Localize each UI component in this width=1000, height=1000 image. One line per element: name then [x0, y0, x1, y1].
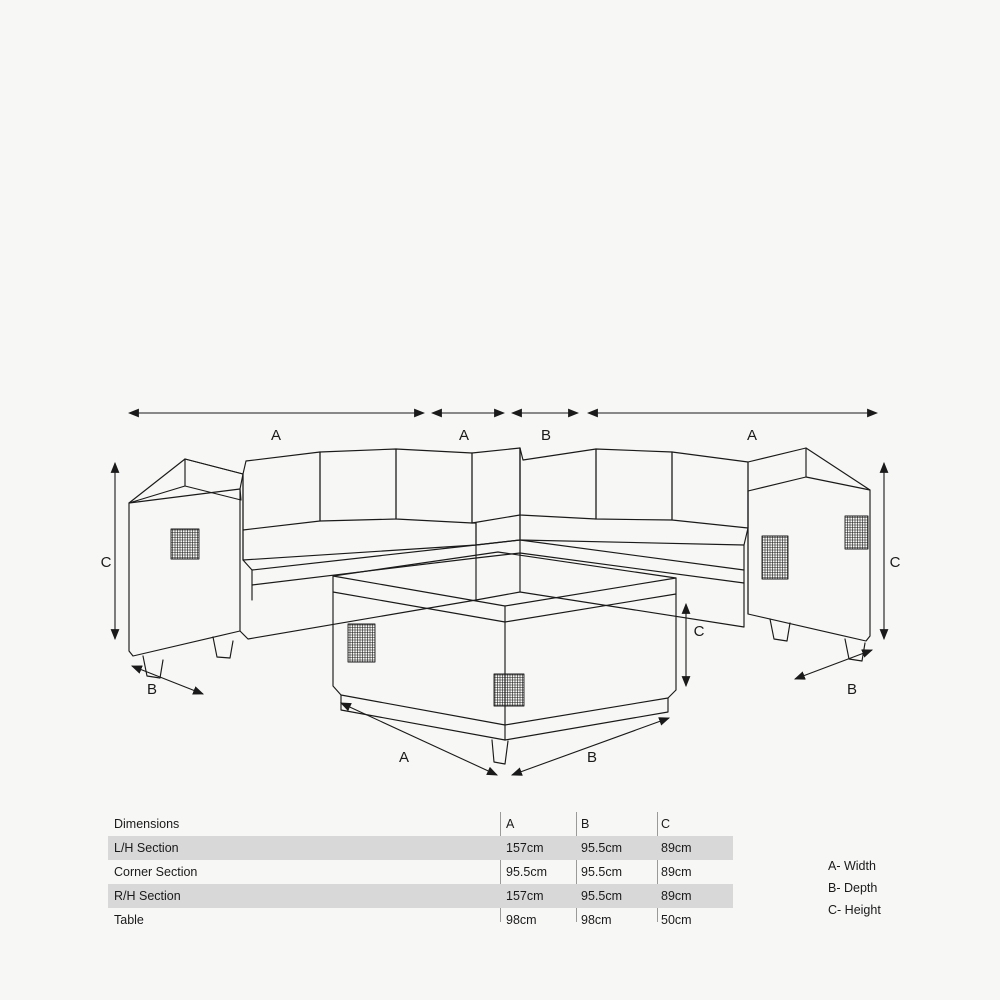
- row-value-a: 95.5cm: [506, 865, 547, 879]
- legend-item-width: A- Width: [828, 859, 876, 873]
- row-value-b: 98cm: [581, 913, 612, 927]
- row-value-c: 89cm: [661, 865, 692, 879]
- dim-label-top-a-corner: A: [458, 427, 470, 444]
- legend-item-depth: B- Depth: [828, 881, 878, 895]
- header-c: C: [661, 817, 671, 831]
- dim-label-top-a-left: A: [270, 427, 282, 444]
- row-name: Table: [114, 913, 144, 927]
- dim-label-left-depth: B: [146, 681, 158, 698]
- row-name: Corner Section: [114, 865, 198, 879]
- table-header-row: [108, 812, 733, 836]
- table-row: [108, 860, 733, 884]
- table-row: [108, 884, 733, 908]
- legend-item-height: C- Height: [828, 903, 881, 917]
- dim-label-left-height: C: [100, 554, 112, 571]
- table-row: [108, 908, 733, 932]
- dim-label-right-height: C: [889, 554, 901, 571]
- header-dimensions: Dimensions: [114, 817, 180, 831]
- dim-label-top-b: B: [540, 427, 552, 444]
- header-b: B: [581, 817, 590, 831]
- dim-label-top-a-right: A: [746, 427, 758, 444]
- row-value-a: 98cm: [506, 913, 537, 927]
- row-value-c: 50cm: [661, 913, 692, 927]
- dim-label-table-depth: B: [586, 749, 598, 766]
- dim-label-table-width: A: [398, 749, 410, 766]
- dimensions-table: [108, 812, 733, 932]
- row-name: L/H Section: [108, 836, 500, 860]
- row-value-b: 95.5cm: [575, 836, 655, 860]
- row-value-c: 89cm: [655, 836, 733, 860]
- row-value-a: 157cm: [500, 836, 575, 860]
- row-value-b: 95.5cm: [575, 884, 655, 908]
- row-value-c: 89cm: [655, 884, 733, 908]
- table-row: [108, 836, 733, 860]
- header-a: A: [506, 817, 515, 831]
- dim-label-table-height: C: [693, 623, 705, 640]
- dim-label-right-depth: B: [846, 681, 858, 698]
- legend: [828, 855, 881, 921]
- row-value-b: 95.5cm: [581, 865, 622, 879]
- row-value-a: 157cm: [500, 884, 575, 908]
- row-name: R/H Section: [108, 884, 500, 908]
